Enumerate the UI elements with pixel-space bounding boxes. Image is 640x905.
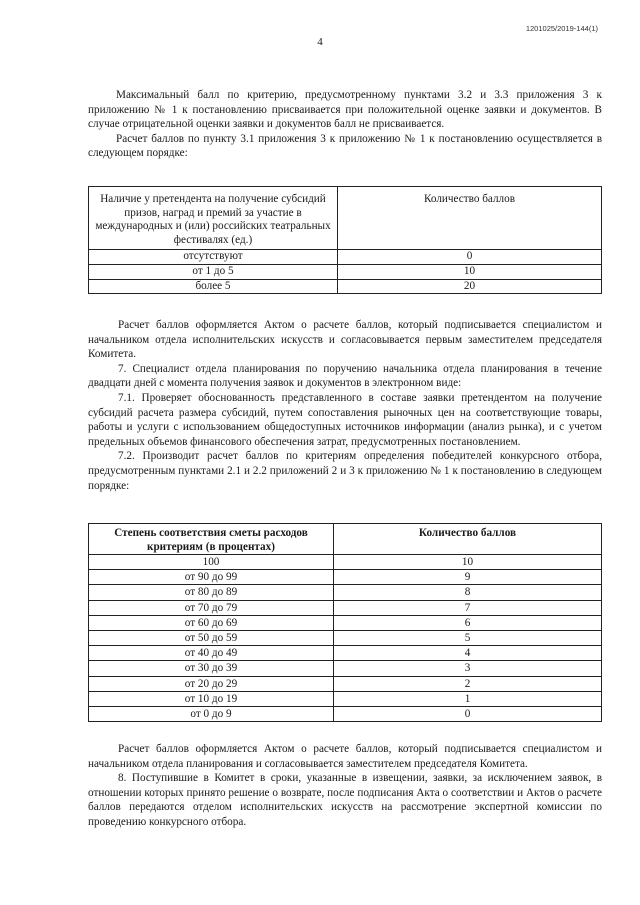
table-row — [89, 661, 602, 676]
page-number: 4 — [317, 36, 323, 48]
score-cell: 4 — [334, 646, 602, 661]
table-row — [89, 631, 602, 646]
range-cell: более 5 — [89, 279, 338, 294]
paragraph-act-1: Расчет баллов оформляется Актом о расчете баллов, который подписывается специалистом и начальником отдела исполнительских искусств и согласовывается первым заместителем председателя Комитета. — [88, 319, 602, 361]
table-row — [89, 250, 602, 265]
paragraph-item-8: 8. Поступившие в Комитет в сроки, указанные в извещении, заявки, за исключением заявок, в отношении которых принято решение о возврате, после подписания Акта о соответствии и Актов о расчете баллов передаются отделом исполнительских искусств на рассмотрение экспертной комиссии по проведению конкурсного отбора. — [88, 772, 602, 828]
range-cell: от 80 до 89 — [89, 585, 334, 600]
awards-score-table — [88, 186, 602, 294]
table-row — [89, 676, 602, 691]
table-row — [89, 279, 602, 294]
score-cell: 6 — [334, 615, 602, 630]
score-cell: 9 — [334, 570, 602, 585]
score-cell: 10 — [338, 264, 602, 279]
range-cell: от 10 до 19 — [89, 691, 334, 706]
bottom-text — [88, 742, 602, 830]
score-cell: 7 — [334, 600, 602, 615]
score-cell: 0 — [334, 707, 602, 722]
range-cell: от 20 до 29 — [89, 676, 334, 691]
table-row — [89, 691, 602, 706]
table-row — [89, 600, 602, 615]
table-row — [89, 555, 602, 570]
paragraph-item-7-2: 7.2. Производит расчет баллов по критериям определения победителей конкурсного отбора, предусмотренным пунктами 2.1 и 2.2 приложений 2 и 3 к приложению № 1 к постановлению в следующем порядке: — [88, 450, 602, 492]
table-row — [89, 646, 602, 661]
table-header-row — [89, 524, 602, 555]
table-row — [89, 615, 602, 630]
paragraph-item-7: 7. Специалист отдела планирования по поручению начальника отдела планирования в течение двадцати дней с момента получения заявок и документов в электронном виде: — [88, 362, 602, 390]
score-header-cell: Количество баллов — [334, 524, 602, 555]
compliance-header-cell: Степень соответствия сметы расходов критериям (в процентах) — [89, 524, 334, 555]
table-row — [89, 707, 602, 722]
range-cell: от 50 до 59 — [89, 631, 334, 646]
score-cell: 5 — [334, 631, 602, 646]
estimate-score-table — [88, 523, 602, 722]
range-cell: от 70 до 79 — [89, 600, 334, 615]
range-cell: от 0 до 9 — [89, 707, 334, 722]
score-header-cell: Количество баллов — [338, 187, 602, 250]
score-cell: 8 — [334, 585, 602, 600]
score-cell: 20 — [338, 279, 602, 294]
score-cell: 3 — [334, 661, 602, 676]
paragraph-item-7-1: 7.1. Проверяет обоснованность представленного в составе заявки претендентом на получение субсидий расчета размера субсидий, путем сопоставления рыночных цен на соответствующие товары, работы и услуги с использованием общедоступных источников информации (анализ рынка), и с учетом предельных объемов финансового обеспечения затрат, предусмотренных постановлением. — [88, 391, 602, 448]
score-cell: 10 — [334, 555, 602, 570]
middle-text — [88, 318, 602, 493]
table-row — [89, 585, 602, 600]
document-number: 1201025/2019-144(1) — [525, 24, 598, 33]
paragraph-max-score: Максимальный балл по критерию, предусмотренному пунктами 3.2 и 3.3 приложения 3 к приложению № 1 к постановлению присваивается при положительной оценке заявки и документов. В случае отрицательной оценки заявки и документов балл не присваивается. — [88, 89, 602, 131]
paragraph-act-2: Расчет баллов оформляется Актом о расчете баллов, который подписывается специалистом и начальником отдела планирования и согласовывается заместителем председателя Комитета. — [88, 743, 602, 770]
range-cell: от 1 до 5 — [89, 264, 338, 279]
range-cell: от 90 до 99 — [89, 570, 334, 585]
top-text — [88, 88, 602, 161]
awards-header-cell: Наличие у претендента на получение субсидий призов, наград и премий за участие в международных и (или) российских театральных фестивалях (ед.) — [89, 187, 338, 250]
score-cell: 1 — [334, 691, 602, 706]
range-cell: 100 — [89, 555, 334, 570]
table-row — [89, 264, 602, 279]
paragraph-score-calc-intro: Расчет баллов по пункту 3.1 приложения 3 к приложению № 1 к постановлению осуществляется в следующем порядке: — [88, 132, 602, 160]
table-row — [89, 570, 602, 585]
range-cell: от 30 до 39 — [89, 661, 334, 676]
range-cell: от 60 до 69 — [89, 615, 334, 630]
range-cell: отсутствуют — [89, 250, 338, 265]
range-cell: от 40 до 49 — [89, 646, 334, 661]
score-cell: 2 — [334, 676, 602, 691]
table-header-row — [89, 187, 602, 250]
score-cell: 0 — [338, 250, 602, 265]
